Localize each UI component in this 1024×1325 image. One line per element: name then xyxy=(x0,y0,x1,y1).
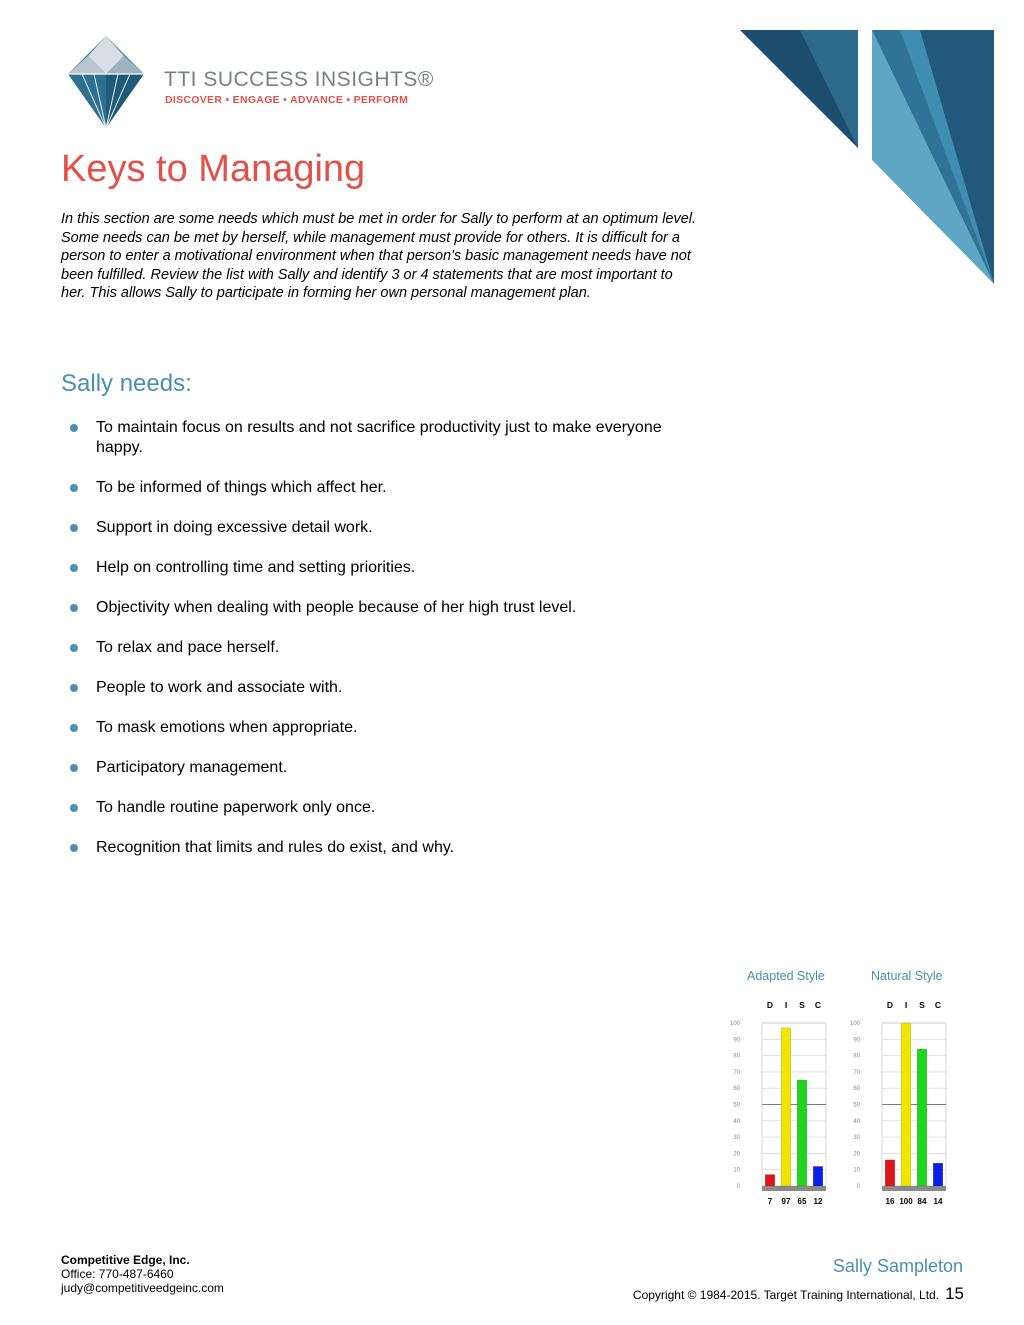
category-label: S xyxy=(799,1000,805,1010)
list-item xyxy=(70,518,700,538)
office-phone: Office: 770-487-6460 xyxy=(61,1267,174,1281)
y-tick-label: 80 xyxy=(733,1053,740,1060)
disc-bar-charts xyxy=(722,965,962,1210)
need-text: To mask emotions when appropriate. xyxy=(96,719,358,736)
company-name: Competitive Edge, Inc. xyxy=(61,1253,190,1267)
list-item xyxy=(70,678,700,698)
disc-charts xyxy=(722,965,962,1210)
category-label: D xyxy=(886,1000,894,1010)
y-tick-label: 60 xyxy=(853,1086,860,1093)
copyright xyxy=(633,1284,964,1304)
list-item xyxy=(70,758,700,778)
bullet-icon xyxy=(70,484,78,492)
need-text: Help on controlling time and setting priorities. xyxy=(96,559,416,576)
y-tick-label: 0 xyxy=(736,1184,740,1190)
bar-i xyxy=(781,1028,791,1186)
bar-c xyxy=(933,1163,943,1186)
bullet-icon xyxy=(70,684,78,692)
value-label: 97 xyxy=(781,1197,791,1206)
category-label: D xyxy=(766,1000,774,1010)
y-tick-label: 70 xyxy=(733,1069,740,1076)
needs-heading: Sally needs: xyxy=(61,370,192,397)
bullet-icon xyxy=(70,524,78,532)
need-text: To relax and pace herself. xyxy=(96,639,280,656)
need-text: Support in doing excessive detail work. xyxy=(96,519,373,536)
person-name: Sally Sampleton xyxy=(832,1256,963,1276)
y-tick-label: 10 xyxy=(853,1167,860,1174)
value-label: 16 xyxy=(885,1197,895,1206)
need-text: To maintain focus on results and not sacrifice productivity just to make everyone happy. xyxy=(96,419,662,456)
y-tick-label: 90 xyxy=(853,1037,860,1044)
tti-logo xyxy=(58,34,438,130)
brand-name: TTI SUCCESS INSIGHTS® xyxy=(164,68,434,91)
bullet-icon xyxy=(70,644,78,652)
list-item xyxy=(70,598,700,618)
list-item xyxy=(70,638,700,658)
brand-tagline: DISCOVER • ENGAGE • ADVANCE • PERFORM xyxy=(165,94,409,106)
bullet-icon xyxy=(70,844,78,852)
list-item xyxy=(70,478,700,498)
list-item xyxy=(70,558,700,578)
intro-paragraph: In this section are some needs which must be met in order for Sally to perform at an optimum level. Some needs can be met by herself, while management must provide for others. It is difficult for a person to enter a motivational environment when that person's basic management needs have not been fulfilled. Review the list with Sally and identify 3 or 4 statements that are most important to her. This allows Sally to participate in forming her own personal management plan. xyxy=(61,211,697,302)
y-tick-label: 50 xyxy=(853,1102,860,1109)
bullet-icon xyxy=(70,804,78,812)
y-tick-label: 30 xyxy=(733,1135,740,1142)
y-tick-label: 70 xyxy=(853,1069,860,1076)
category-label: C xyxy=(814,1000,822,1010)
adapted-style-title: Adapted Style xyxy=(747,969,825,983)
y-tick-label: 90 xyxy=(733,1037,740,1044)
diamond-gem-icon xyxy=(58,34,154,130)
bullet-icon xyxy=(70,764,78,772)
page-number: 15 xyxy=(945,1284,964,1303)
bullet-icon xyxy=(70,724,78,732)
y-tick-label: 100 xyxy=(849,1021,860,1027)
y-tick-label: 0 xyxy=(856,1184,860,1190)
value-label: 84 xyxy=(917,1197,927,1206)
bar-c xyxy=(813,1166,823,1186)
value-label: 65 xyxy=(797,1197,807,1206)
y-tick-label: 50 xyxy=(733,1102,740,1109)
list-item xyxy=(70,838,700,858)
needs-list xyxy=(70,418,700,878)
bar-d xyxy=(885,1160,895,1186)
bullet-icon xyxy=(70,604,78,612)
bar-d xyxy=(765,1175,775,1186)
list-item xyxy=(70,718,700,738)
bullet-icon xyxy=(70,424,78,432)
need-text: People to work and associate with. xyxy=(96,679,343,696)
contact-email: judy@competitiveedgeinc.com xyxy=(61,1281,224,1295)
list-item xyxy=(70,418,700,458)
value-label: 12 xyxy=(813,1197,823,1206)
footer-contact xyxy=(61,1253,224,1295)
y-tick-label: 40 xyxy=(853,1118,860,1125)
chart-base xyxy=(882,1186,946,1191)
category-label: S xyxy=(919,1000,925,1010)
value-label: 14 xyxy=(933,1197,943,1206)
list-item xyxy=(70,798,700,818)
y-tick-label: 30 xyxy=(853,1135,860,1142)
natural-style-title: Natural Style xyxy=(871,969,943,983)
need-text: Objectivity when dealing with people because of her high trust level. xyxy=(96,599,577,616)
y-tick-label: 80 xyxy=(853,1053,860,1060)
y-tick-label: 20 xyxy=(853,1151,860,1158)
value-label: 100 xyxy=(899,1197,913,1206)
y-tick-label: 100 xyxy=(729,1021,740,1027)
bar-i xyxy=(901,1023,911,1186)
value-label: 7 xyxy=(767,1197,773,1206)
copyright-text: Copyright © 1984-2015. Target Training International, Ltd. xyxy=(632,1288,940,1302)
need-text: To handle routine paperwork only once. xyxy=(96,799,376,816)
category-label: C xyxy=(934,1000,942,1010)
y-tick-label: 40 xyxy=(733,1118,740,1125)
bullet-icon xyxy=(70,564,78,572)
category-label: I xyxy=(904,1000,908,1010)
need-text: Recognition that limits and rules do exist, and why. xyxy=(96,839,455,856)
bar-s xyxy=(917,1049,927,1186)
y-tick-label: 10 xyxy=(733,1167,740,1174)
y-tick-label: 60 xyxy=(733,1086,740,1093)
need-text: To be informed of things which affect her. xyxy=(96,479,387,496)
corner-decoration xyxy=(740,30,994,284)
y-tick-label: 20 xyxy=(733,1151,740,1158)
category-label: I xyxy=(784,1000,788,1010)
page-title: Keys to Managing xyxy=(61,148,366,190)
need-text: Participatory management. xyxy=(96,759,288,776)
bar-s xyxy=(797,1080,807,1186)
chart-base xyxy=(762,1186,826,1191)
